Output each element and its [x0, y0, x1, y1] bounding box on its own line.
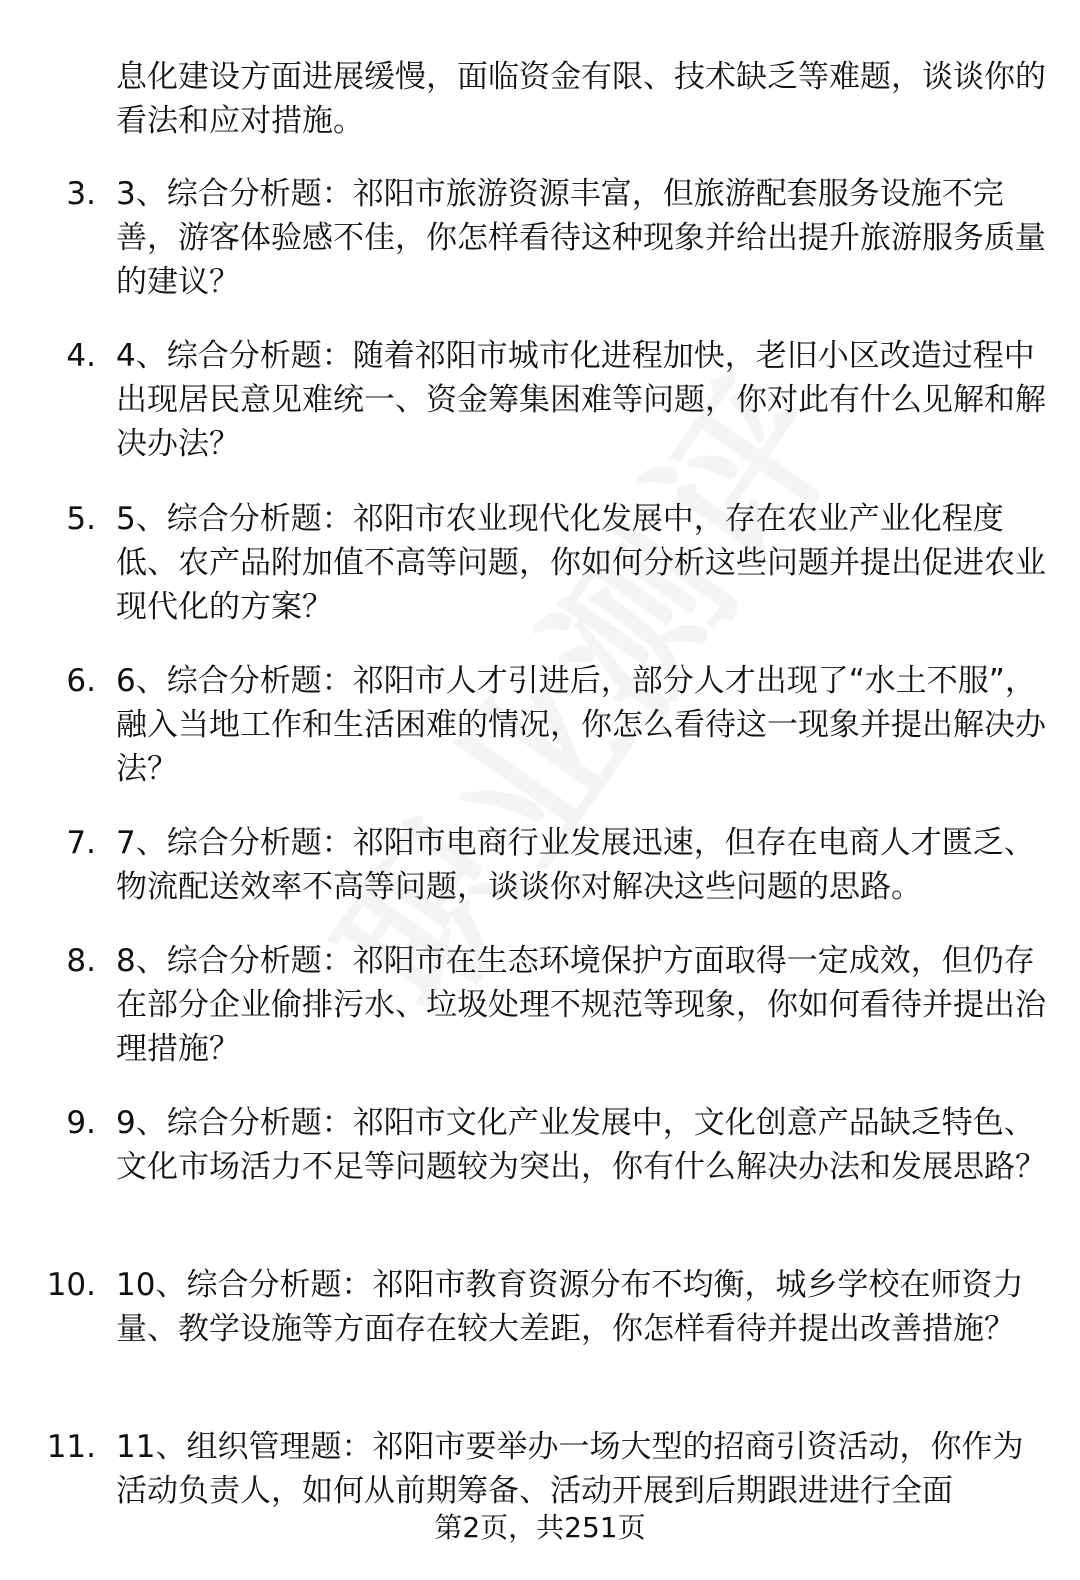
item-text: 5、综合分析题：祁阳市农业现代化发展中，存在农业产业化程度低、农产品附加值不高等问题，你如何分析这些问题并提出促进农业现代化的方案？: [116, 501, 1046, 625]
item-number: 6.: [66, 663, 96, 699]
item-number: 8.: [66, 943, 96, 979]
item-number: 10.: [46, 1267, 96, 1303]
item-number: 11.: [46, 1429, 96, 1465]
item-text: 4、综合分析题：随着祁阳市城市化进程加快，老旧小区改造过程中出现居民意见难统一、资金筹集困难等问题，你对此有什么见解和解决办法？: [116, 338, 1046, 462]
item-text: 3、综合分析题：祁阳市旅游资源丰富，但旅游配套服务设施不完善，游客体验感不佳，你怎样看待这种现象并给出提升旅游服务质量的建议？: [116, 176, 1046, 300]
item-number: 3.: [66, 176, 96, 212]
page-footer: 第2页，共251页: [434, 1511, 646, 1544]
item-text: 10、综合分析题：祁阳市教育资源分布不均衡，城乡学校在师资力量、教学设施等方面存在较大差距，你怎样看待并提出改善措施？: [116, 1267, 1024, 1347]
item-text: 9、综合分析题：祁阳市文化产业发展中，文化创意产品缺乏特色、文化市场活力不足等问题较为突出，你有什么解决办法和发展思路？: [116, 1105, 1046, 1185]
item-number: 4.: [66, 338, 96, 374]
item-text: 8、综合分析题：祁阳市在生态环境保护方面取得一定成效，但仍存在部分企业偷排污水、垃圾处理不规范等现象，你如何看待并提出治理措施？: [116, 943, 1046, 1067]
item-text: 7、综合分析题：祁阳市电商行业发展迅速，但存在电商人才匮乏、物流配送效率不高等问题，谈谈你对解决这些问题的思路。: [116, 825, 1035, 905]
item-number: 7.: [66, 825, 96, 861]
item-text: 11、组织管理题：祁阳市要举办一场大型的招商引资活动，你作为活动负责人，如何从前期筹备、活动开展到后期跟进进行全面: [116, 1429, 1024, 1509]
item-number: 9.: [66, 1105, 96, 1141]
item-number: 5.: [66, 501, 96, 537]
continuation-text: 息化建设方面进展缓慢，面临资金有限、技术缺乏等难题，谈谈你的看法和应对措施。: [116, 59, 1046, 139]
item-text: 6、综合分析题：祁阳市人才引进后，部分人才出现了“水土不服”，融入当地工作和生活困难的情况，你怎么看待这一现象并提出解决办法？: [116, 663, 1046, 787]
